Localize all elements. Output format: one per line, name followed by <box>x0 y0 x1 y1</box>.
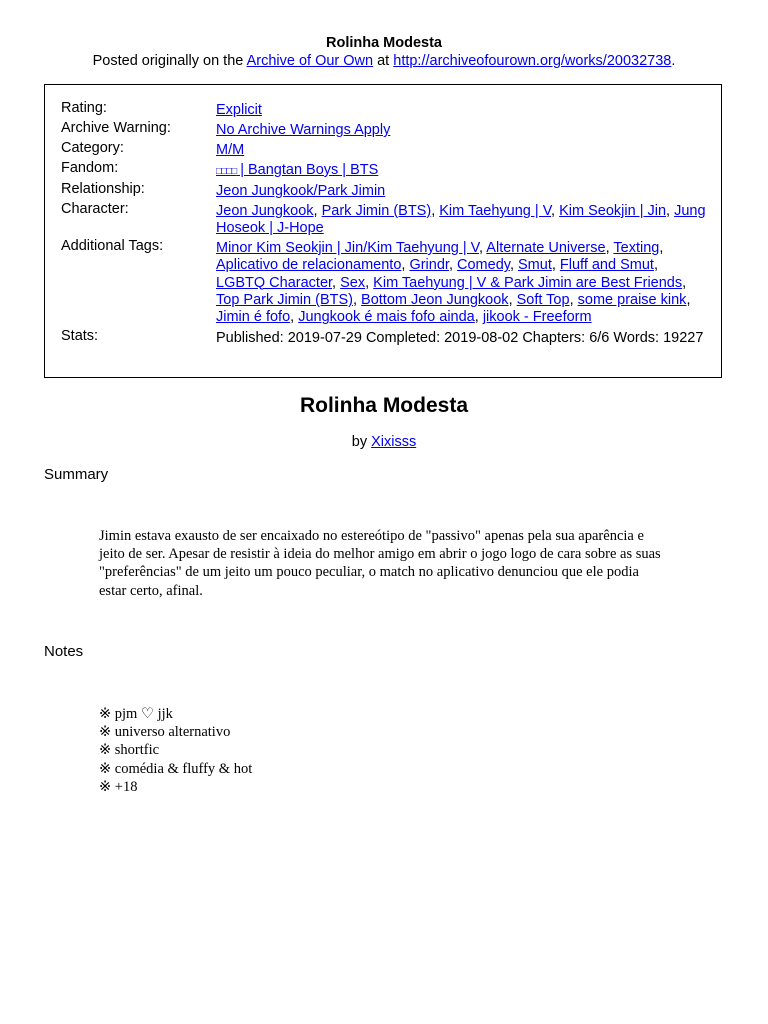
tag-link[interactable]: jikook - Freeform <box>482 309 592 326</box>
note-line: ※ +18 <box>99 778 138 795</box>
work-title: Rolinha Modesta <box>299 394 468 417</box>
character-link[interactable]: Jung Hoseok | J-Hope <box>216 203 706 237</box>
tag-link[interactable]: Fluff and Smut <box>559 257 654 274</box>
note-line: ※ pjm ♡ jjk <box>99 706 173 722</box>
at-text: at <box>373 53 394 69</box>
character-label: Character: <box>61 201 129 217</box>
tag-link[interactable]: LGBTQ Character <box>216 274 333 291</box>
work-url-link[interactable]: http://archiveofourown.org/works/20032738 <box>393 53 672 69</box>
fandom-link[interactable] <box>216 162 378 178</box>
rating-link[interactable]: Explicit <box>216 102 262 118</box>
tag-link[interactable]: Alternate Universe <box>486 240 606 256</box>
tag-list: Minor Kim Seokjin | Jin/Kim Taehyung | V, Alternate Universe, Texting, Aplicativo de relacionamento, Grindr, Comedy, Smut, Fluff and Smut, LGBTQ Character, Sex, Kim Taehyung | V & Park Jimin are Best Friends, Top Park Jimin (BTS), Bottom Jeon Jungkook, Soft Top, some praise kink, Jimin é fofo, Jungkook é mais fofo ainda, jikook - Freeform <box>216 240 691 326</box>
character-link[interactable]: Jeon Jungkook <box>216 203 314 219</box>
notes-heading: Notes <box>44 643 84 660</box>
relationship-link[interactable]: Jeon Jungkook/Park Jimin <box>216 183 386 199</box>
posted-line <box>0 52 768 70</box>
by-prefix: by <box>351 434 372 450</box>
posted-prefix: Posted originally on the <box>92 53 247 69</box>
tag-link[interactable]: Kim Taehyung | V & Park Jimin are Best Friends <box>373 274 683 291</box>
stats-label: Stats: <box>61 328 99 344</box>
tag-link[interactable]: Smut <box>518 257 552 274</box>
note-line: ※ shortfic <box>99 742 160 759</box>
character-list: Jeon Jungkook, Park Jimin (BTS), Kim Taehyung | V, Kim Seokjin | Jin, Jung Hoseok | J-Hope <box>216 203 706 237</box>
period: . <box>671 53 676 69</box>
character-link[interactable]: Park Jimin (BTS) <box>321 203 432 219</box>
tag-link[interactable]: Grindr <box>409 257 449 274</box>
category-label: Category: <box>61 140 124 156</box>
tag-link[interactable]: Bottom Jeon Jungkook <box>361 291 509 308</box>
category-link[interactable]: M/M <box>216 142 245 158</box>
tag-link[interactable]: Soft Top <box>516 291 570 308</box>
metadata-box <box>44 84 722 378</box>
stats-value: Published: 2019-07-29 Completed: 2019-08-02 Chapters: 6/6 Words: 19227 <box>216 330 704 346</box>
tag-link[interactable]: Aplicativo de relacionamento <box>216 257 402 274</box>
missing-glyphs: □□□□ <box>216 166 237 177</box>
document-header <box>0 34 768 70</box>
fandom-text: | Bangtan Boys | BTS <box>236 162 379 178</box>
character-link[interactable]: Kim Seokjin | Jin <box>559 203 667 219</box>
note-line: ※ comédia & fluffy & hot <box>99 760 253 777</box>
tag-link[interactable]: some praise kink <box>577 291 687 308</box>
tags-label: Additional Tags: <box>61 238 164 254</box>
rating-label: Rating: <box>61 100 107 116</box>
notes-list <box>99 705 669 796</box>
tag-link[interactable]: Top Park Jimin (BTS) <box>216 291 353 308</box>
tag-link[interactable]: Minor Kim Seokjin | Jin/Kim Taehyung | V <box>216 240 480 256</box>
summary-heading: Summary <box>44 466 109 483</box>
archive-link[interactable]: Archive of Our Own <box>246 53 374 69</box>
tag-link[interactable]: Comedy <box>457 257 510 274</box>
tag-link[interactable]: Jungkook é mais fofo ainda <box>298 309 475 326</box>
warning-label: Archive Warning: <box>61 120 171 136</box>
tag-link[interactable]: Texting <box>613 240 660 256</box>
fandom-label: Fandom: <box>61 160 119 176</box>
author-link[interactable]: Xixisss <box>371 434 417 450</box>
summary-text: Jimin estava exausto de ser encaixado no estereótipo de "passivo" apenas pela sua aparência e jeito de ser. Apesar de resistir à ideia do melhor amigo em abrir o jogo logo de cara sobre as suas "preferências" de um jeito um pouco peculiar, o match no aplicativo denunciou que ele podia estar certo, afinal. <box>99 528 661 599</box>
character-link[interactable]: Kim Taehyung | V <box>439 203 552 219</box>
warning-link[interactable]: No Archive Warnings Apply <box>216 122 391 138</box>
note-line: ※ universo alternativo <box>99 724 231 741</box>
relationship-label: Relationship: <box>61 181 145 197</box>
byline <box>0 434 768 450</box>
tag-link[interactable]: Sex <box>340 274 366 291</box>
tag-link[interactable]: Jimin é fofo <box>216 309 291 326</box>
header-title: Rolinha Modesta <box>325 35 442 51</box>
